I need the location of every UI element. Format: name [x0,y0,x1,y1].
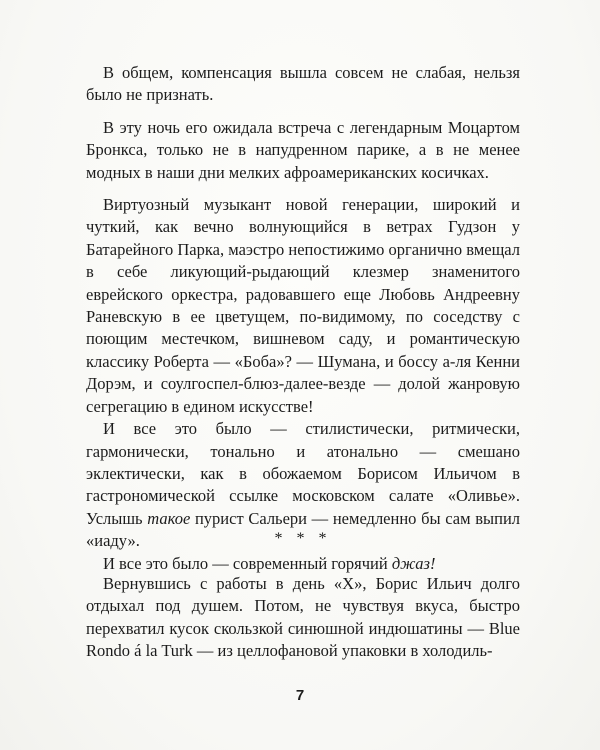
paragraph-3-text: Виртуозный музыкант новой генерации, широкий и чуткий, как вечно волнующийся в ветрах Гудзон у Батарейного Парка, маэстро непостижимо органично вмещал в себе ликующий-рыдающий клезмер знаменитого еврейского оркестра, радовавшего еще Любовь Андреевну Раневскую в ее цветущем, по-видимому, по соседству с поющим местечком, вишневом саду, и романтическую классику Роберта — «Боба»? — Шумана, и боссу а-ля Кенни Дорэм, и соулгоспел-блюз-далее-везде — долой жанровую сегрегацию в едином искусстве! [86,195,520,416]
paragraph-6 [86,573,520,663]
paragraph-6-text: Вернувшись с работы в день «Х», Борис Ильич долго отдыхал под душем. Потом, не чувствуя вкуса, быстро перехватил кусок скользкой синюшной индюшатины — Blue Rondo á la Turk — из целлофановой упаковки в холодиль- [86,574,520,661]
paragraph-4-text-a: И все это было — стилистически, ритмически, гармонически, тонально и атонально — смешано эклектически, как в обожаемом Борисом Ильичом в гастрономической ссылке московском салате «Оливье». Услышь [86,419,520,528]
paragraph-4-text-b: пурист Сальери — немедленно бы сам выпил «иаду». [86,508,521,551]
main-text-continued [86,573,520,663]
paragraph-4-italic: такое [147,508,191,528]
paragraph-5-text: И все это было — современный горячий [103,553,392,573]
page-number: 7 [295,687,305,704]
paragraph-1 [86,62,520,107]
paragraph-3 [86,194,520,418]
section-separator: * * * [274,530,332,547]
main-text [86,62,520,575]
paragraph-2 [86,117,520,184]
paragraph-5 [86,553,520,575]
paragraph-2-text: В эту ночь его ожидала встреча с легендарным Моцартом Бронкса, только не в напудренном парике, а в не менее модных в наши дни мелких афроамериканских косичках. [86,117,520,182]
paragraph-5-italic: джаз! [391,553,436,573]
paragraph-1-text: В общем, компенсация вышла совсем не слабая, нельзя было не признать. [86,63,520,105]
